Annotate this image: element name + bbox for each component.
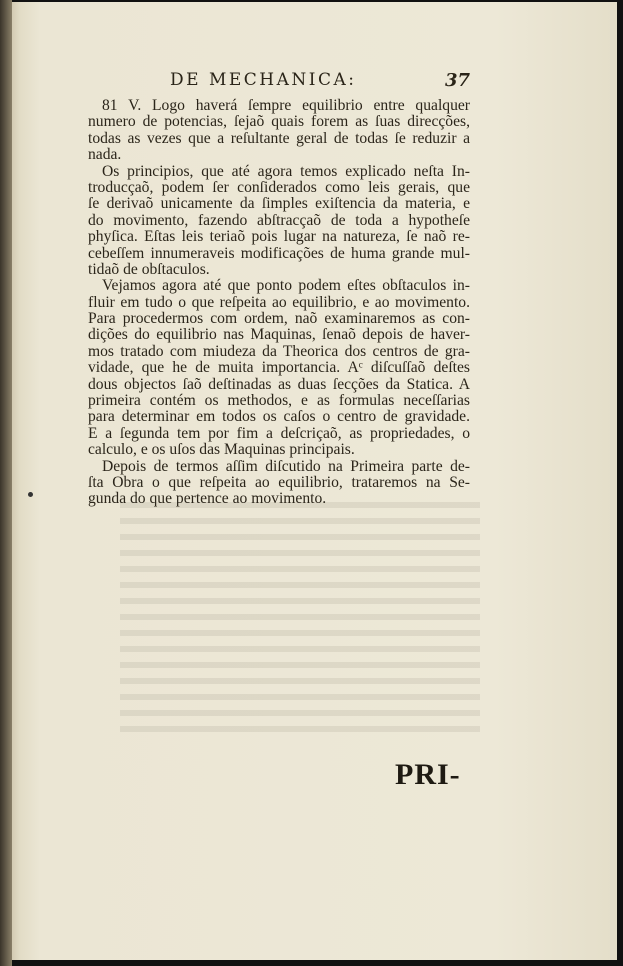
text-line: mos tratado com miudeza da Theorica dos centros de gra- xyxy=(88,342,470,360)
text-line: E a ſegunda tem por fim a deſcriçaõ, as propriedades, o xyxy=(88,424,470,442)
text-line: ſe derivaõ unicamente da ſimples exiſtencia da materia, e xyxy=(88,195,470,213)
text-line: calculo, e os uſos das Maquinas principais. xyxy=(88,441,355,459)
catchword: PRI- xyxy=(395,758,461,791)
text-line: cebeſſem innumeraveis modificações de huma grande mul- xyxy=(88,244,470,262)
text-line: Vejamos agora até que ponto podem eſtes obſtaculos in- xyxy=(102,277,470,295)
text-line: troducçaõ, podem ſer conſiderados como leis gerais, que xyxy=(88,178,470,196)
paragraph xyxy=(88,459,470,508)
book-spine-edge xyxy=(0,0,12,966)
text-line: dous objectos ſaõ deſtinadas as duas ſecções da Statica. A xyxy=(88,375,470,393)
text-line: ſta Obra o que reſpeita ao equilibrio, trataremos na Se- xyxy=(88,473,470,491)
running-title: DE MECHANICA: xyxy=(170,70,357,90)
paragraph xyxy=(88,98,470,164)
text-line: tidaõ de obſtaculos. xyxy=(88,260,210,278)
text-line: numero de potencias, ſejaõ quais forem as ſuas direcções, xyxy=(88,113,470,131)
text-line: para determinar em todos os caſos o centro de gravidade. xyxy=(88,408,470,426)
text-line: do movimento, fazendo abſtracçaõ de toda a hypotheſe xyxy=(88,211,470,229)
body-text xyxy=(88,98,470,508)
text-line: todas as vezes que a reſultante geral de todas ſe reduzir a xyxy=(88,129,470,147)
paragraph xyxy=(88,278,470,458)
text-line: fluir em tudo o que reſpeita ao equilibrio, e ao movimento. xyxy=(88,293,470,311)
paragraph xyxy=(88,164,470,279)
text-line: Para procedermos com ordem, naõ examinaremos as con- xyxy=(88,310,470,328)
show-through-text xyxy=(120,502,480,742)
text-line: 81 V. Logo haverá ſempre equilibrio entre qualquer xyxy=(102,97,470,114)
text-line: Depois de termos aſſim diſcutido na Primeira parte de- xyxy=(102,457,470,475)
text-line: primeira contém os methodos, e as formulas neceſſarias xyxy=(88,392,470,410)
page-header xyxy=(88,70,470,92)
text-line: nada. xyxy=(88,146,122,164)
page-number: 37 xyxy=(444,70,470,91)
text-line: gunda do que pertence ao movimento. xyxy=(88,490,327,508)
ink-spot xyxy=(28,492,33,497)
text-line: vidade, que he de muita importancia. Aᶜ diſcuſſaõ deſtes xyxy=(88,359,470,377)
text-line: Os principios, que até agora temos explicado neſta In- xyxy=(102,162,470,180)
text-line: phyſica. Eſtas leis teriaõ pois lugar na natureza, ſe naõ re- xyxy=(88,228,470,246)
text-line: dições do equilibrio nas Maquinas, ſenaõ depois de haver- xyxy=(88,326,470,344)
